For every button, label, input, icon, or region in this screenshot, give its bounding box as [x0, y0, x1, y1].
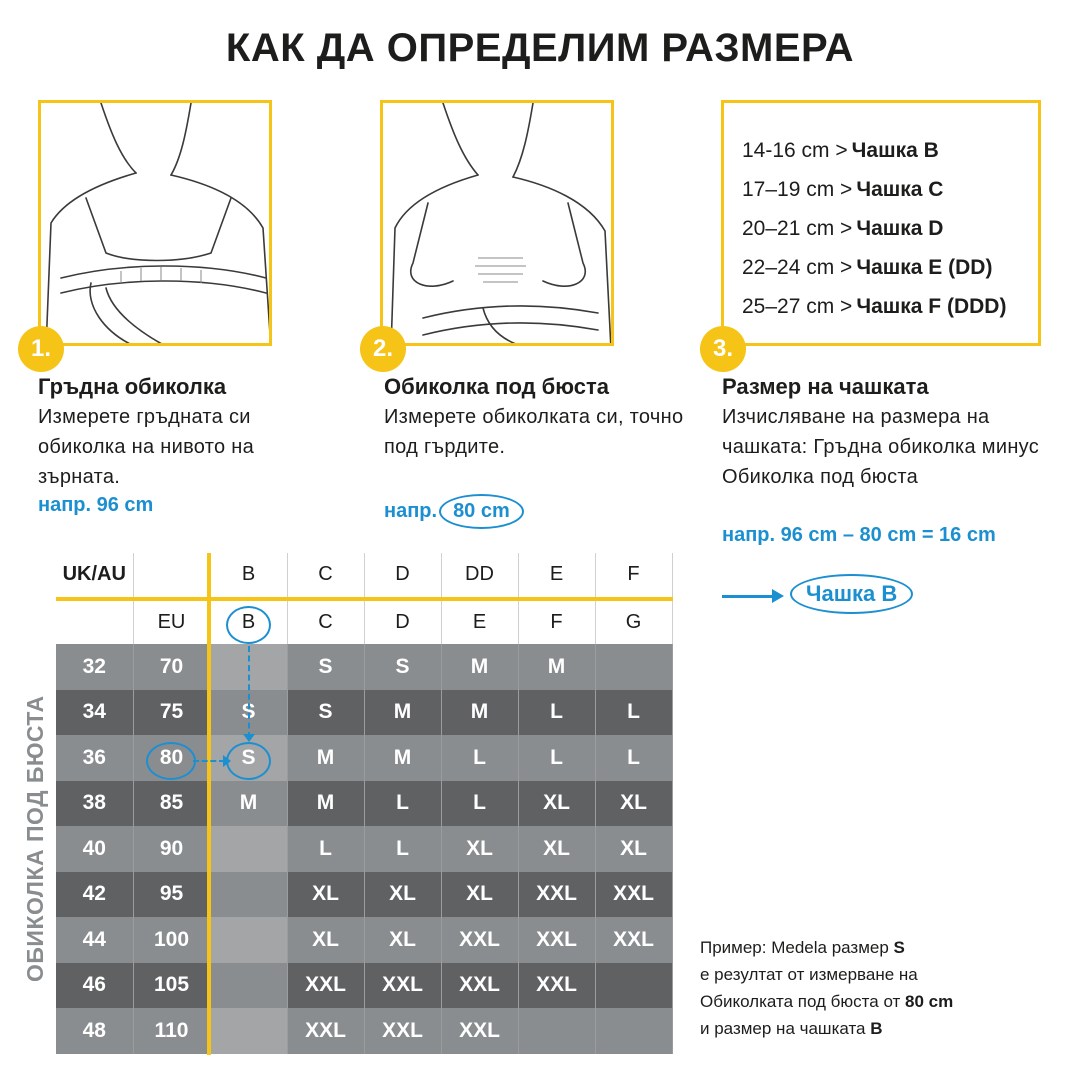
- cup-row: [742, 287, 1006, 326]
- cup-range: 20–21 cm >: [742, 217, 853, 240]
- cup-row: [742, 170, 1006, 209]
- arrow-down-icon: [243, 734, 255, 742]
- header-cell: B: [210, 553, 287, 599]
- size-cell: S: [210, 735, 287, 781]
- size-cell: XL: [441, 872, 518, 918]
- dashed-guide-horizontal: [193, 760, 225, 762]
- size-cell: [210, 963, 287, 1009]
- cup-row: [742, 209, 1006, 248]
- size-cell: L: [595, 735, 672, 781]
- cup-row: [742, 131, 1006, 170]
- step-2-example-prefix: напр.: [384, 500, 438, 522]
- cup-label: Чашка D: [856, 217, 944, 240]
- header-cell: F: [595, 553, 672, 599]
- size-cell: XXL: [287, 963, 364, 1009]
- size-cell: XL: [287, 872, 364, 918]
- note-text: Пример: Medela размер: [700, 938, 894, 957]
- size-cell: M: [364, 735, 441, 781]
- highlight-column-line: [207, 553, 211, 1055]
- size-cell: XXL: [441, 917, 518, 963]
- size-cell: XXL: [441, 963, 518, 1009]
- size-cell: L: [364, 826, 441, 872]
- cup-label: Чашка F (DDD): [856, 295, 1007, 318]
- header-cell: C: [287, 553, 364, 599]
- size-cell: M: [210, 781, 287, 827]
- note-text: Обиколката под бюста от: [700, 992, 906, 1011]
- size-cell: XL: [441, 826, 518, 872]
- header-cell: D: [364, 553, 441, 599]
- header-cell: UK/AU: [56, 553, 133, 599]
- note-line: [700, 988, 953, 1015]
- step-2-heading: Обиколка под бюста: [384, 374, 610, 399]
- eu-band-cell: 75: [133, 690, 210, 736]
- table-row: [56, 690, 672, 736]
- dashed-guide-vertical: [248, 646, 250, 738]
- header-cell: B: [210, 599, 287, 645]
- size-cell: L: [518, 735, 595, 781]
- size-cell: [210, 917, 287, 963]
- size-cell: M: [287, 781, 364, 827]
- header-cell: EU: [133, 599, 210, 645]
- uk-band-cell: 36: [56, 735, 133, 781]
- size-cell: M: [441, 690, 518, 736]
- table-row: [56, 644, 672, 690]
- eu-band-cell: 80: [133, 735, 210, 781]
- table-row: [56, 917, 672, 963]
- table-row: [56, 781, 672, 827]
- bust-measure-illustration: [38, 100, 272, 346]
- size-cell: L: [287, 826, 364, 872]
- size-cell: [210, 826, 287, 872]
- eu-band-cell: 85: [133, 781, 210, 827]
- size-cell: XL: [364, 872, 441, 918]
- cup-range: 17–19 cm >: [742, 178, 853, 201]
- size-cell: [518, 1008, 595, 1054]
- header-cell: [133, 553, 210, 599]
- uk-band-cell: 42: [56, 872, 133, 918]
- eu-band-cell: 100: [133, 917, 210, 963]
- size-cell: XXL: [364, 1008, 441, 1054]
- arrow-right-icon: [722, 595, 780, 598]
- cup-label: Чашка B: [851, 139, 939, 162]
- size-cell: M: [364, 690, 441, 736]
- note-line: е резултат от измерване на: [700, 965, 918, 984]
- size-cell: XXL: [441, 1008, 518, 1054]
- cup-label: Чашка C: [856, 178, 944, 201]
- table-row: [56, 963, 672, 1009]
- size-cell: XL: [287, 917, 364, 963]
- note-line: [700, 934, 953, 961]
- size-cell: XXL: [518, 963, 595, 1009]
- size-cell: S: [287, 644, 364, 690]
- bust-measure-drawing: [41, 103, 272, 346]
- note-bold: B: [870, 1019, 883, 1038]
- page-title: КАК ДА ОПРЕДЕЛИМ РАЗМЕРА: [225, 26, 855, 70]
- header-cell: DD: [441, 553, 518, 599]
- step-2-example: [384, 494, 524, 529]
- step-2-badge: 2.: [360, 326, 406, 372]
- cup-b-highlight: [226, 606, 271, 644]
- size-cell: L: [441, 781, 518, 827]
- uk-header-row: [56, 553, 672, 599]
- size-cell: XXL: [595, 872, 672, 918]
- size-cell: XXL: [287, 1008, 364, 1054]
- size-cell: XL: [595, 826, 672, 872]
- size-cell: S: [287, 690, 364, 736]
- uk-band-cell: 38: [56, 781, 133, 827]
- note-text: и размер на чашката: [700, 1019, 871, 1038]
- cup-row: [742, 248, 1006, 287]
- note-bold: S: [893, 938, 905, 957]
- step-3-body: Изчисляване на размера на чашката: Гръдна обиколка минус Обиколка под бюста: [722, 406, 1040, 488]
- size-s-highlight: [226, 742, 271, 780]
- table-row: [56, 1008, 672, 1054]
- note-line: [700, 1015, 953, 1042]
- step-1-text: [38, 372, 338, 492]
- size-cell: XL: [518, 781, 595, 827]
- underbust-measure-drawing: [383, 103, 614, 346]
- size-cell: [595, 1008, 672, 1054]
- size-cell: XXL: [595, 917, 672, 963]
- table-row: [56, 826, 672, 872]
- uk-band-cell: 40: [56, 826, 133, 872]
- eu-band-cell: 90: [133, 826, 210, 872]
- header-cell: E: [518, 553, 595, 599]
- size-cell: S: [364, 644, 441, 690]
- eu-band-cell: 70: [133, 644, 210, 690]
- step-1-example: напр. 96 cm: [38, 494, 154, 516]
- size-cell: [210, 872, 287, 918]
- size-cell: L: [364, 781, 441, 827]
- cup-label: Чашка E (DD): [856, 256, 993, 279]
- eu-band-cell: 95: [133, 872, 210, 918]
- size-cell: L: [595, 690, 672, 736]
- cup-range: 14-16 cm >: [742, 139, 848, 162]
- step-3-heading: Размер на чашката: [722, 374, 929, 399]
- header-cell: [56, 599, 133, 645]
- underbust-measure-illustration: [380, 100, 614, 346]
- size-cell: L: [518, 690, 595, 736]
- step-1-badge: 1.: [18, 326, 64, 372]
- step-2-example-value: 80 cm: [439, 494, 524, 529]
- step-3-badge: 3.: [700, 326, 746, 372]
- eu-band-cell: 110: [133, 1008, 210, 1054]
- uk-band-cell: 46: [56, 963, 133, 1009]
- header-cell: F: [518, 599, 595, 645]
- uk-band-cell: 32: [56, 644, 133, 690]
- size-cell: XL: [364, 917, 441, 963]
- underbust-axis-label: ОБИКОЛКА ПОД БЮСТА: [22, 695, 48, 982]
- size-cell: XXL: [518, 917, 595, 963]
- size-cell: XL: [595, 781, 672, 827]
- cup-range: 25–27 cm >: [742, 295, 853, 318]
- table-row: [56, 872, 672, 918]
- example-note: [700, 934, 953, 1042]
- uk-band-cell: 48: [56, 1008, 133, 1054]
- step-2-text: [384, 372, 684, 462]
- cup-range: 22–24 cm >: [742, 256, 853, 279]
- cup-size-list: [742, 131, 1006, 326]
- uk-band-cell: 34: [56, 690, 133, 736]
- arrow-right-small-icon: [223, 755, 231, 767]
- header-cell: G: [595, 599, 672, 645]
- header-cell: C: [287, 599, 364, 645]
- eu-80-highlight: [146, 742, 196, 780]
- note-bold: 80 cm: [905, 992, 954, 1011]
- size-cell: XL: [518, 826, 595, 872]
- size-cell: [595, 644, 672, 690]
- size-cell: [595, 963, 672, 1009]
- size-cell: XXL: [518, 872, 595, 918]
- size-cell: [210, 1008, 287, 1054]
- eu-band-cell: 105: [133, 963, 210, 1009]
- size-cell: S: [210, 690, 287, 736]
- size-chart-table: [56, 553, 673, 1054]
- size-cell: M: [441, 644, 518, 690]
- size-cell: XXL: [364, 963, 441, 1009]
- size-cell: M: [518, 644, 595, 690]
- step-3-text: [722, 372, 1062, 492]
- uk-band-cell: 44: [56, 917, 133, 963]
- header-cell: E: [441, 599, 518, 645]
- step-1-body: Измерете гръдната си обиколка на нивото на зърната.: [38, 406, 255, 488]
- size-cell: M: [287, 735, 364, 781]
- cup-size-table: [721, 100, 1041, 346]
- size-cell: L: [441, 735, 518, 781]
- step-3-example: напр. 96 cm – 80 cm = 16 cm: [722, 524, 996, 546]
- header-cell: D: [364, 599, 441, 645]
- cup-result: Чашка B: [790, 574, 913, 614]
- step-2-body: Измерете обиколката си, точно под гърдите.: [384, 406, 684, 458]
- step-1-heading: Гръдна обиколка: [38, 374, 227, 399]
- eu-header-row: [56, 599, 672, 645]
